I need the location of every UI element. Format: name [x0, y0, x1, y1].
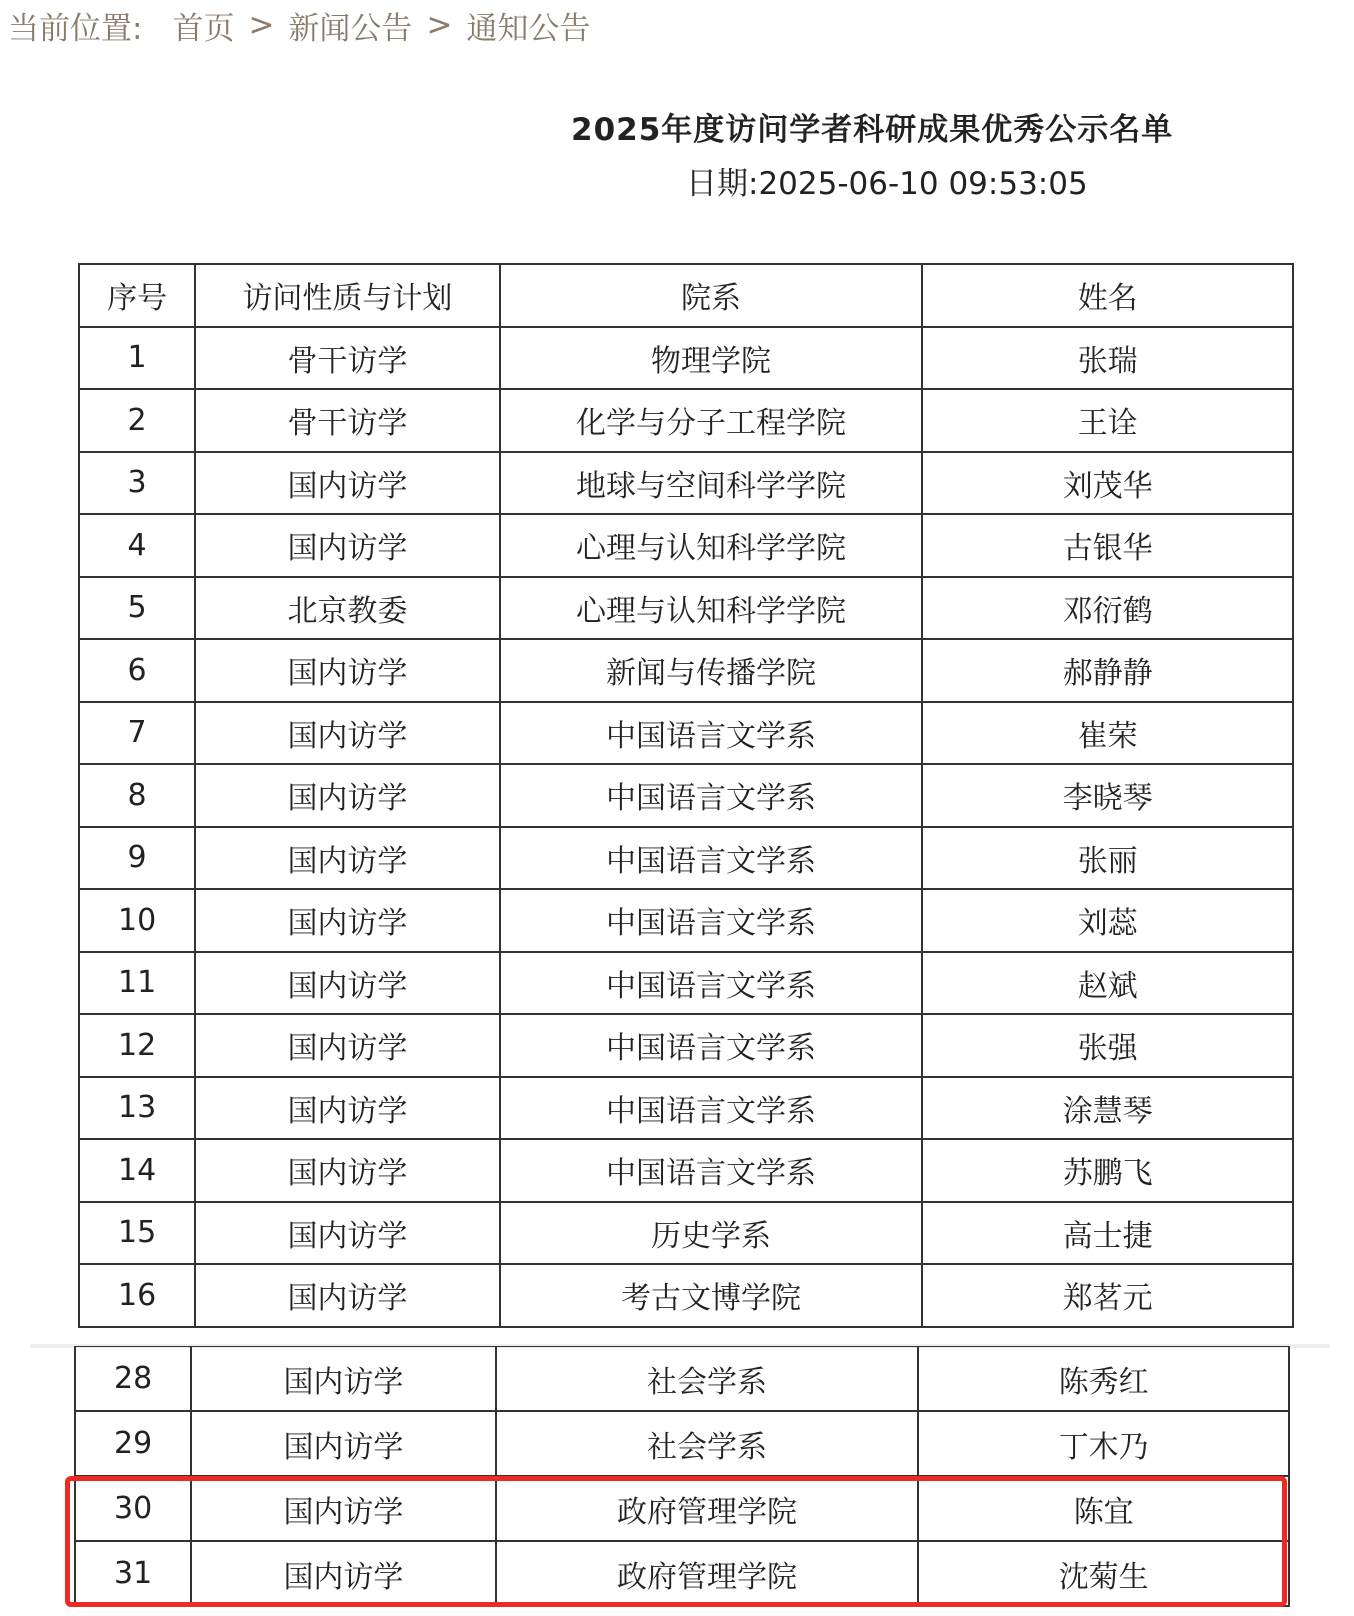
cell-name: 古银华 — [922, 514, 1293, 577]
cell-name: 陈宜 — [918, 1476, 1289, 1541]
table-row — [79, 577, 1293, 640]
table-row — [79, 1264, 1293, 1327]
breadcrumb-notices-link[interactable]: 通知公告 — [466, 10, 591, 47]
cell-program: 国内访学 — [195, 514, 500, 577]
cell-index: 13 — [79, 1077, 195, 1140]
cell-name: 刘蕊 — [922, 889, 1293, 952]
cell-department: 中国语言文学系 — [500, 952, 923, 1015]
cell-department: 考古文博学院 — [500, 1264, 923, 1327]
cell-department: 中国语言文学系 — [500, 889, 923, 952]
cell-index: 30 — [75, 1476, 191, 1541]
cell-program: 国内访学 — [195, 639, 500, 702]
cell-index: 3 — [79, 452, 195, 515]
header-department: 院系 — [500, 264, 923, 327]
cell-index: 8 — [79, 764, 195, 827]
cell-program: 骨干访学 — [195, 327, 500, 390]
cell-program: 国内访学 — [195, 1202, 500, 1265]
cell-index: 16 — [79, 1264, 195, 1327]
cell-program: 国内访学 — [195, 1139, 500, 1202]
cell-department: 中国语言文学系 — [500, 827, 923, 890]
table-row — [79, 639, 1293, 702]
cell-department: 新闻与传播学院 — [500, 639, 923, 702]
table-row — [79, 952, 1293, 1015]
cell-program: 国内访学 — [195, 1014, 500, 1077]
winners-table-top — [78, 263, 1294, 1328]
cell-name: 王诠 — [922, 389, 1293, 452]
cell-program: 国内访学 — [195, 702, 500, 765]
cell-program: 国内访学 — [191, 1476, 496, 1541]
table-row — [75, 1476, 1289, 1541]
cell-program: 国内访学 — [195, 952, 500, 1015]
cell-department: 地球与空间科学学院 — [500, 452, 923, 515]
cell-name: 郑茗元 — [922, 1264, 1293, 1327]
cell-department: 中国语言文学系 — [500, 1139, 923, 1202]
table-row — [79, 1139, 1293, 1202]
cell-index: 29 — [75, 1411, 191, 1476]
cell-program: 国内访学 — [195, 452, 500, 515]
table-row — [79, 389, 1293, 452]
cell-department: 心理与认知科学学院 — [500, 577, 923, 640]
table-row — [79, 702, 1293, 765]
cell-program: 国内访学 — [195, 764, 500, 827]
cell-department: 物理学院 — [500, 327, 923, 390]
cell-program: 国内访学 — [191, 1411, 496, 1476]
breadcrumb-label: 当前位置: — [8, 10, 143, 47]
cell-program: 国内访学 — [195, 1077, 500, 1140]
table-header-row — [79, 264, 1293, 327]
cell-department: 政府管理学院 — [496, 1476, 919, 1541]
cell-name: 张强 — [922, 1014, 1293, 1077]
cell-program: 北京教委 — [195, 577, 500, 640]
cell-index: 5 — [79, 577, 195, 640]
breadcrumb-separator: > — [248, 7, 275, 43]
table-row — [79, 764, 1293, 827]
cell-index: 1 — [79, 327, 195, 390]
table-row — [79, 1202, 1293, 1265]
cell-name: 陈秀红 — [918, 1346, 1289, 1411]
cell-department: 历史学系 — [500, 1202, 923, 1265]
table-row — [79, 889, 1293, 952]
cell-program: 国内访学 — [195, 1264, 500, 1327]
cell-name: 苏鹏飞 — [922, 1139, 1293, 1202]
cell-index: 10 — [79, 889, 195, 952]
cell-name: 张丽 — [922, 827, 1293, 890]
table-row — [79, 514, 1293, 577]
cell-department: 心理与认知科学学院 — [500, 514, 923, 577]
breadcrumb-news-link[interactable]: 新闻公告 — [288, 10, 413, 47]
article-title: 2025年度访问学者科研成果优秀公示名单 — [571, 112, 1174, 148]
cell-index: 31 — [75, 1541, 191, 1606]
cell-name: 丁木乃 — [918, 1411, 1289, 1476]
cell-index: 2 — [79, 389, 195, 452]
header-index: 序号 — [79, 264, 195, 327]
header-program: 访问性质与计划 — [195, 264, 500, 327]
table-row — [79, 452, 1293, 515]
cell-name: 赵斌 — [922, 952, 1293, 1015]
table-bottom-clip — [0, 1346, 1354, 1616]
cell-program: 国内访学 — [191, 1346, 496, 1411]
cell-department: 中国语言文学系 — [500, 764, 923, 827]
table-row — [75, 1346, 1289, 1411]
cell-name: 沈菊生 — [918, 1541, 1289, 1606]
cell-department: 社会学系 — [496, 1346, 919, 1411]
cell-name: 李晓琴 — [922, 764, 1293, 827]
cell-index: 7 — [79, 702, 195, 765]
cell-name: 高士捷 — [922, 1202, 1293, 1265]
cell-name: 邓衍鹤 — [922, 577, 1293, 640]
cell-index: 11 — [79, 952, 195, 1015]
breadcrumb-separator: > — [426, 7, 453, 43]
table-row — [79, 827, 1293, 890]
cell-index: 15 — [79, 1202, 195, 1265]
winners-table-bottom — [74, 1346, 1290, 1607]
table-row — [75, 1411, 1289, 1476]
cell-index: 28 — [75, 1346, 191, 1411]
article-date: 日期:2025-06-10 09:53:05 — [686, 166, 1088, 202]
cell-department: 中国语言文学系 — [500, 702, 923, 765]
header-name: 姓名 — [922, 264, 1293, 327]
breadcrumb-home-link[interactable]: 首页 — [172, 10, 235, 47]
cell-name: 郝静静 — [922, 639, 1293, 702]
cell-department: 社会学系 — [496, 1411, 919, 1476]
cell-index: 6 — [79, 639, 195, 702]
cell-department: 中国语言文学系 — [500, 1077, 923, 1140]
cell-program: 骨干访学 — [195, 389, 500, 452]
cell-program: 国内访学 — [195, 827, 500, 890]
cell-index: 4 — [79, 514, 195, 577]
cell-program: 国内访学 — [191, 1541, 496, 1606]
cell-name: 刘茂华 — [922, 452, 1293, 515]
cell-index: 12 — [79, 1014, 195, 1077]
cell-department: 化学与分子工程学院 — [500, 389, 923, 452]
cell-name: 涂慧琴 — [922, 1077, 1293, 1140]
table-row — [79, 1014, 1293, 1077]
table-row — [75, 1541, 1289, 1606]
table-row — [79, 1077, 1293, 1140]
cell-name: 张瑞 — [922, 327, 1293, 390]
cell-index: 14 — [79, 1139, 195, 1202]
cell-name: 崔荣 — [922, 702, 1293, 765]
cell-department: 中国语言文学系 — [500, 1014, 923, 1077]
cell-index: 9 — [79, 827, 195, 890]
cell-program: 国内访学 — [195, 889, 500, 952]
table-row — [79, 327, 1293, 390]
cell-department: 政府管理学院 — [496, 1541, 919, 1606]
